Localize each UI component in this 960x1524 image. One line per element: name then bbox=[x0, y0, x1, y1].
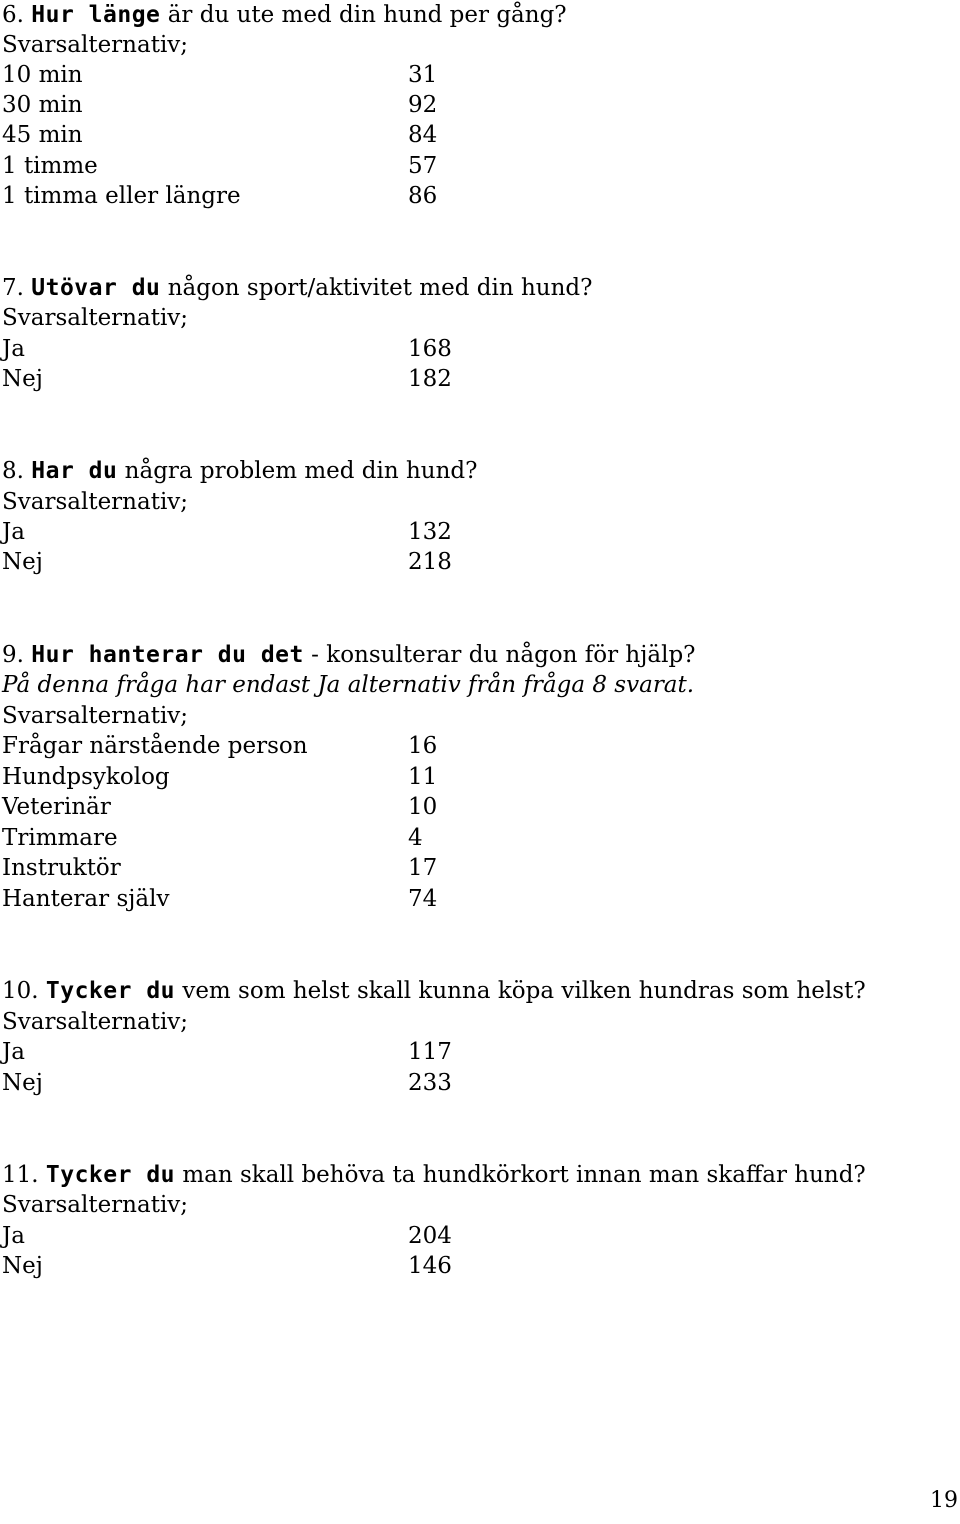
question-number: 8. bbox=[2, 458, 32, 484]
answer-row bbox=[2, 884, 438, 914]
question-number: 11. bbox=[2, 1162, 46, 1188]
question-lead: Utövar du bbox=[31, 275, 161, 301]
answer-row bbox=[2, 731, 438, 761]
answer-options-label: Svarsalternativ; bbox=[2, 1192, 189, 1218]
question-text: är du ute med din hund per gång? bbox=[160, 2, 567, 28]
answer-label: 45 min bbox=[2, 122, 83, 148]
question-number: 9. bbox=[2, 642, 32, 668]
answer-row bbox=[2, 1221, 452, 1251]
answer-count: 132 bbox=[408, 519, 452, 545]
answer-options-label: Svarsalternativ; bbox=[2, 703, 189, 729]
answer-label: Trimmare bbox=[2, 825, 118, 851]
question-11-heading bbox=[2, 1160, 866, 1190]
answer-label: Hanterar själv bbox=[2, 886, 170, 912]
answer-row bbox=[2, 151, 438, 181]
answer-count: 84 bbox=[408, 122, 438, 148]
answer-row bbox=[2, 547, 452, 577]
question-8-heading bbox=[2, 456, 477, 486]
answer-label: Nej bbox=[2, 1253, 43, 1279]
answer-count: 16 bbox=[408, 733, 438, 759]
answer-row bbox=[2, 364, 452, 394]
answer-count: 117 bbox=[408, 1039, 452, 1065]
question-number: 10. bbox=[2, 978, 46, 1004]
question-10-heading bbox=[2, 976, 866, 1006]
question-note: På denna fråga har endast Ja alternativ från fråga 8 svarat. bbox=[2, 672, 695, 698]
answer-options-label: Svarsalternativ; bbox=[2, 489, 189, 515]
answer-options-label: Svarsalternativ; bbox=[2, 1009, 189, 1035]
answer-row bbox=[2, 823, 423, 853]
question-text: några problem med din hund? bbox=[117, 458, 478, 484]
question-lead: Hur länge bbox=[31, 2, 161, 28]
answer-row bbox=[2, 1068, 452, 1098]
answer-label: Ja bbox=[2, 336, 25, 362]
answer-label: Ja bbox=[2, 519, 25, 545]
question-text: - konsulterar du någon för hjälp? bbox=[303, 642, 696, 668]
question-number: 7. bbox=[2, 275, 32, 301]
answer-label: Ja bbox=[2, 1223, 25, 1249]
answer-label: Nej bbox=[2, 366, 43, 392]
question-6-heading bbox=[2, 0, 567, 30]
answer-count: 233 bbox=[408, 1070, 452, 1096]
answer-options-label: Svarsalternativ; bbox=[2, 305, 189, 331]
answer-row bbox=[2, 1251, 452, 1281]
answer-label: Ja bbox=[2, 1039, 25, 1065]
question-text: man skall behöva ta hundkörkort innan man skaffar hund? bbox=[175, 1162, 866, 1188]
question-text: någon sport/aktivitet med din hund? bbox=[160, 275, 593, 301]
answer-count: 4 bbox=[408, 825, 423, 851]
answer-count: 74 bbox=[408, 886, 438, 912]
question-lead: Tycker du bbox=[45, 1162, 176, 1188]
answer-label: Nej bbox=[2, 549, 43, 575]
answer-label: Veterinär bbox=[2, 794, 111, 820]
answer-label: 30 min bbox=[2, 92, 83, 118]
question-lead: Tycker du bbox=[45, 978, 176, 1004]
answer-row bbox=[2, 792, 438, 822]
question-text: vem som helst skall kunna köpa vilken hundras som helst? bbox=[175, 978, 866, 1004]
answer-row bbox=[2, 334, 452, 364]
answer-row bbox=[2, 90, 438, 120]
answer-count: 17 bbox=[408, 855, 438, 881]
answer-count: 204 bbox=[408, 1223, 452, 1249]
answer-count: 146 bbox=[408, 1253, 452, 1279]
answer-label: Nej bbox=[2, 1070, 43, 1096]
answer-row bbox=[2, 853, 438, 883]
answer-row bbox=[2, 181, 438, 211]
answer-count: 168 bbox=[408, 336, 452, 362]
question-7-heading bbox=[2, 273, 592, 303]
answer-count: 182 bbox=[408, 366, 452, 392]
answer-count: 218 bbox=[408, 549, 452, 575]
question-9-heading bbox=[2, 640, 696, 670]
answer-count: 57 bbox=[408, 153, 438, 179]
answer-count: 31 bbox=[408, 62, 438, 88]
question-number: 6. bbox=[2, 2, 32, 28]
answer-label: Hundpsykolog bbox=[2, 764, 170, 790]
answer-label: 10 min bbox=[2, 62, 83, 88]
answer-row bbox=[2, 60, 438, 90]
answer-options-label: Svarsalternativ; bbox=[2, 32, 189, 58]
answer-label: Instruktör bbox=[2, 855, 121, 881]
answer-count: 10 bbox=[408, 794, 438, 820]
answer-row bbox=[2, 517, 452, 547]
answer-row bbox=[2, 120, 438, 150]
question-lead: Har du bbox=[31, 458, 118, 484]
answer-count: 11 bbox=[408, 764, 438, 790]
answer-label: 1 timma eller längre bbox=[2, 183, 241, 209]
answer-count: 86 bbox=[408, 183, 438, 209]
answer-row bbox=[2, 762, 438, 792]
answer-count: 92 bbox=[408, 92, 438, 118]
answer-label: 1 timme bbox=[2, 153, 98, 179]
page-number: 19 bbox=[930, 1488, 958, 1513]
question-lead: Hur hanterar du det bbox=[31, 642, 304, 668]
answer-row bbox=[2, 1037, 452, 1067]
answer-label: Frågar närstående person bbox=[2, 733, 308, 759]
